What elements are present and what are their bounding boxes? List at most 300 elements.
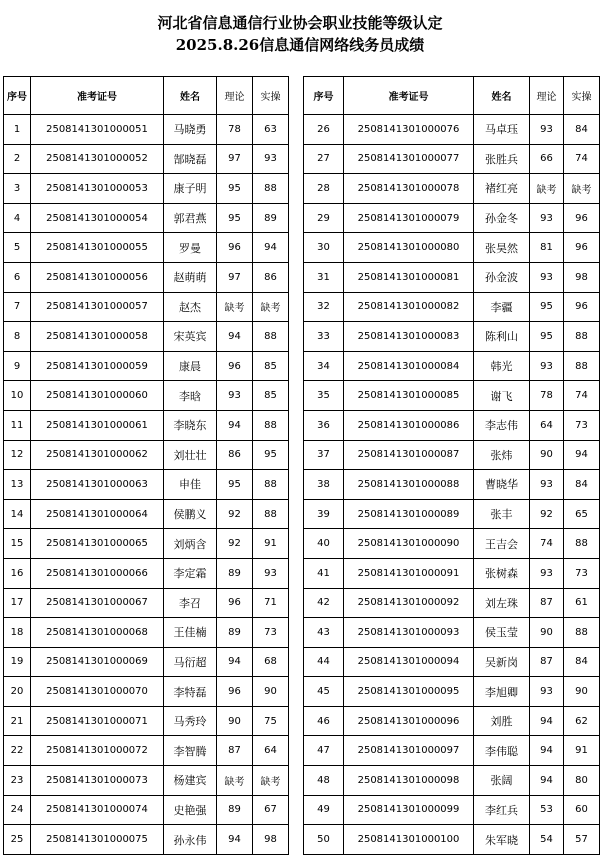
document-title: 河北省信息通信行业协会职业技能等级认定: [157, 14, 443, 32]
cell-index: 20: [4, 677, 31, 707]
table-row: [304, 795, 600, 825]
cell-theory: 94: [217, 410, 253, 440]
cell-theory: 94: [530, 766, 564, 796]
cell-theory: 92: [530, 499, 564, 529]
table-row: [304, 174, 600, 204]
cell-exam-id: 2508141301000067: [31, 588, 164, 618]
cell-index: 7: [4, 292, 31, 322]
cell-practical: 65: [564, 499, 600, 529]
cell-index: 35: [304, 381, 344, 411]
cell-practical: 88: [564, 529, 600, 559]
cell-practical: 缺考: [564, 174, 600, 204]
cell-exam-id: 2508141301000084: [344, 351, 474, 381]
cell-theory: 缺考: [530, 174, 564, 204]
cell-name: 张树森: [474, 558, 530, 588]
cell-name: 孙永伟: [164, 825, 217, 855]
cell-theory: 93: [530, 558, 564, 588]
cell-theory: 97: [217, 262, 253, 292]
cell-exam-id: 2508141301000092: [344, 588, 474, 618]
table-row: [4, 618, 289, 648]
cell-name: 李晓东: [164, 410, 217, 440]
cell-index: 41: [304, 558, 344, 588]
cell-exam-id: 2508141301000059: [31, 351, 164, 381]
cell-theory: 89: [217, 558, 253, 588]
cell-theory: 78: [530, 381, 564, 411]
cell-exam-id: 2508141301000058: [31, 322, 164, 352]
cell-index: 26: [304, 115, 344, 145]
table-row: [4, 233, 289, 263]
cell-name: 李智腾: [164, 736, 217, 766]
cell-exam-id: 2508141301000061: [31, 410, 164, 440]
cell-index: 9: [4, 351, 31, 381]
cell-index: 4: [4, 203, 31, 233]
cell-practical: 74: [564, 381, 600, 411]
cell-theory: 缺考: [217, 766, 253, 796]
table-row: [4, 706, 289, 736]
cell-practical: 89: [253, 203, 289, 233]
cell-index: 28: [304, 174, 344, 204]
cell-index: 14: [4, 499, 31, 529]
cell-name: 李旭卿: [474, 677, 530, 707]
cell-index: 21: [4, 706, 31, 736]
cell-theory: 87: [530, 647, 564, 677]
cell-index: 18: [4, 618, 31, 648]
cell-practical: 62: [564, 706, 600, 736]
cell-name: 李定霜: [164, 558, 217, 588]
header-index: 序号: [4, 77, 31, 115]
cell-theory: 74: [530, 529, 564, 559]
cell-practical: 88: [564, 618, 600, 648]
table-row: [304, 410, 600, 440]
cell-index: 40: [304, 529, 344, 559]
cell-theory: 94: [530, 736, 564, 766]
cell-exam-id: 2508141301000093: [344, 618, 474, 648]
document-subtitle: 2025.8.26信息通信网络线务员成绩: [175, 36, 425, 54]
table-row: [4, 470, 289, 500]
cell-theory: 95: [217, 470, 253, 500]
cell-exam-id: 2508141301000063: [31, 470, 164, 500]
cell-practical: 71: [253, 588, 289, 618]
cell-practical: 88: [253, 322, 289, 352]
cell-theory: 78: [217, 115, 253, 145]
cell-index: 44: [304, 647, 344, 677]
cell-index: 31: [304, 262, 344, 292]
cell-index: 23: [4, 766, 31, 796]
cell-theory: 54: [530, 825, 564, 855]
table-header-row: [304, 77, 600, 115]
table-row: [4, 440, 289, 470]
cell-exam-id: 2508141301000054: [31, 203, 164, 233]
cell-exam-id: 2508141301000075: [31, 825, 164, 855]
cell-name: 杨建宾: [164, 766, 217, 796]
cell-exam-id: 2508141301000085: [344, 381, 474, 411]
cell-name: 刘左珠: [474, 588, 530, 618]
table-row: [4, 677, 289, 707]
cell-theory: 93: [530, 351, 564, 381]
cell-theory: 93: [530, 470, 564, 500]
cell-name: 李红兵: [474, 795, 530, 825]
table-row: [304, 322, 600, 352]
cell-name: 张阔: [474, 766, 530, 796]
table-row: [304, 825, 600, 855]
cell-index: 29: [304, 203, 344, 233]
cell-theory: 93: [530, 262, 564, 292]
cell-index: 27: [304, 144, 344, 174]
cell-exam-id: 2508141301000051: [31, 115, 164, 145]
cell-index: 1: [4, 115, 31, 145]
cell-index: 19: [4, 647, 31, 677]
cell-name: 宋英宾: [164, 322, 217, 352]
table-row: [4, 499, 289, 529]
cell-exam-id: 2508141301000095: [344, 677, 474, 707]
cell-theory: 89: [217, 618, 253, 648]
cell-theory: 66: [530, 144, 564, 174]
cell-exam-id: 2508141301000097: [344, 736, 474, 766]
cell-theory: 93: [530, 203, 564, 233]
cell-practical: 88: [253, 470, 289, 500]
cell-practical: 88: [253, 499, 289, 529]
cell-exam-id: 2508141301000073: [31, 766, 164, 796]
cell-practical: 88: [564, 351, 600, 381]
cell-exam-id: 2508141301000079: [344, 203, 474, 233]
cell-practical: 67: [253, 795, 289, 825]
cell-name: 朱军晓: [474, 825, 530, 855]
table-row: [304, 351, 600, 381]
cell-name: 李晗: [164, 381, 217, 411]
table-row: [4, 351, 289, 381]
header-name: 姓名: [474, 77, 530, 115]
table-row: [4, 736, 289, 766]
table-row: [4, 322, 289, 352]
table-row: [4, 115, 289, 145]
cell-name: 韩光: [474, 351, 530, 381]
cell-practical: 74: [564, 144, 600, 174]
cell-name: 王吉会: [474, 529, 530, 559]
cell-practical: 96: [564, 203, 600, 233]
cell-exam-id: 2508141301000065: [31, 529, 164, 559]
cell-name: 张炜: [474, 440, 530, 470]
cell-index: 13: [4, 470, 31, 500]
cell-index: 15: [4, 529, 31, 559]
table-row: [304, 706, 600, 736]
cell-name: 史艳强: [164, 795, 217, 825]
table-row: [4, 292, 289, 322]
cell-theory: 94: [530, 706, 564, 736]
cell-index: 48: [304, 766, 344, 796]
cell-practical: 缺考: [253, 292, 289, 322]
cell-practical: 91: [253, 529, 289, 559]
cell-theory: 94: [217, 322, 253, 352]
cell-practical: 84: [564, 647, 600, 677]
cell-theory: 64: [530, 410, 564, 440]
cell-exam-id: 2508141301000060: [31, 381, 164, 411]
cell-index: 46: [304, 706, 344, 736]
cell-name: 孙金冬: [474, 203, 530, 233]
table-row: [304, 677, 600, 707]
header-practical: 实操: [564, 77, 600, 115]
cell-theory: 94: [217, 647, 253, 677]
table-row: [4, 144, 289, 174]
cell-practical: 93: [253, 558, 289, 588]
cell-exam-id: 2508141301000076: [344, 115, 474, 145]
cell-index: 37: [304, 440, 344, 470]
cell-exam-id: 2508141301000081: [344, 262, 474, 292]
table-row: [4, 203, 289, 233]
cell-name: 马卓珏: [474, 115, 530, 145]
cell-name: 刘炳含: [164, 529, 217, 559]
cell-practical: 84: [564, 115, 600, 145]
cell-index: 12: [4, 440, 31, 470]
cell-theory: 95: [530, 322, 564, 352]
cell-practical: 93: [253, 144, 289, 174]
cell-practical: 73: [253, 618, 289, 648]
cell-theory: 89: [217, 795, 253, 825]
cell-exam-id: 2508141301000074: [31, 795, 164, 825]
cell-practical: 96: [564, 292, 600, 322]
cell-theory: 93: [530, 115, 564, 145]
cell-theory: 92: [217, 499, 253, 529]
table-row: [304, 203, 600, 233]
cell-practical: 73: [564, 558, 600, 588]
cell-index: 42: [304, 588, 344, 618]
cell-name: 赵杰: [164, 292, 217, 322]
table-row: [4, 795, 289, 825]
table-header-row: [4, 77, 289, 115]
table-row: [4, 410, 289, 440]
cell-practical: 61: [564, 588, 600, 618]
table-row: [304, 292, 600, 322]
cell-practical: 88: [253, 174, 289, 204]
cell-exam-id: 2508141301000083: [344, 322, 474, 352]
cell-exam-id: 2508141301000094: [344, 647, 474, 677]
cell-exam-id: 2508141301000077: [344, 144, 474, 174]
cell-name: 褚红亮: [474, 174, 530, 204]
cell-index: 43: [304, 618, 344, 648]
cell-theory: 53: [530, 795, 564, 825]
header-exam-id: 准考证号: [31, 77, 164, 115]
header-theory: 理论: [217, 77, 253, 115]
cell-index: 33: [304, 322, 344, 352]
cell-name: 李志伟: [474, 410, 530, 440]
cell-exam-id: 2508141301000090: [344, 529, 474, 559]
cell-theory: 95: [530, 292, 564, 322]
cell-practical: 90: [253, 677, 289, 707]
cell-exam-id: 2508141301000088: [344, 470, 474, 500]
cell-index: 10: [4, 381, 31, 411]
cell-exam-id: 2508141301000096: [344, 706, 474, 736]
cell-name: 马晓勇: [164, 115, 217, 145]
cell-practical: 90: [564, 677, 600, 707]
scores-table-right: [303, 76, 600, 855]
cell-name: 李特磊: [164, 677, 217, 707]
header-name: 姓名: [164, 77, 217, 115]
header-theory: 理论: [530, 77, 564, 115]
cell-index: 17: [4, 588, 31, 618]
cell-theory: 97: [217, 144, 253, 174]
cell-index: 2: [4, 144, 31, 174]
cell-exam-id: 2508141301000052: [31, 144, 164, 174]
cell-exam-id: 2508141301000069: [31, 647, 164, 677]
cell-practical: 98: [564, 262, 600, 292]
cell-index: 22: [4, 736, 31, 766]
cell-theory: 90: [217, 706, 253, 736]
cell-exam-id: 2508141301000082: [344, 292, 474, 322]
cell-theory: 87: [217, 736, 253, 766]
cell-practical: 73: [564, 410, 600, 440]
cell-exam-id: 2508141301000057: [31, 292, 164, 322]
table-row: [304, 736, 600, 766]
cell-practical: 63: [253, 115, 289, 145]
table-row: [4, 174, 289, 204]
cell-name: 张昊然: [474, 233, 530, 263]
cell-exam-id: 2508141301000087: [344, 440, 474, 470]
cell-practical: 68: [253, 647, 289, 677]
cell-exam-id: 2508141301000086: [344, 410, 474, 440]
cell-index: 5: [4, 233, 31, 263]
cell-index: 30: [304, 233, 344, 263]
cell-theory: 87: [530, 588, 564, 618]
table-row: [4, 588, 289, 618]
cell-theory: 96: [217, 233, 253, 263]
cell-exam-id: 2508141301000080: [344, 233, 474, 263]
cell-index: 39: [304, 499, 344, 529]
cell-practical: 75: [253, 706, 289, 736]
cell-index: 3: [4, 174, 31, 204]
cell-practical: 95: [253, 440, 289, 470]
cell-theory: 96: [217, 588, 253, 618]
cell-name: 申佳: [164, 470, 217, 500]
cell-name: 曹晓华: [474, 470, 530, 500]
cell-theory: 94: [217, 825, 253, 855]
cell-exam-id: 2508141301000070: [31, 677, 164, 707]
cell-exam-id: 2508141301000068: [31, 618, 164, 648]
cell-index: 50: [304, 825, 344, 855]
cell-name: 李召: [164, 588, 217, 618]
header-exam-id: 准考证号: [344, 77, 474, 115]
cell-theory: 95: [217, 203, 253, 233]
cell-index: 45: [304, 677, 344, 707]
cell-theory: 96: [217, 677, 253, 707]
cell-theory: 92: [217, 529, 253, 559]
cell-name: 康晨: [164, 351, 217, 381]
cell-exam-id: 2508141301000078: [344, 174, 474, 204]
cell-name: 侯玉莹: [474, 618, 530, 648]
table-row: [4, 766, 289, 796]
cell-index: 11: [4, 410, 31, 440]
cell-exam-id: 2508141301000089: [344, 499, 474, 529]
cell-practical: 缺考: [253, 766, 289, 796]
cell-practical: 91: [564, 736, 600, 766]
cell-index: 49: [304, 795, 344, 825]
cell-practical: 84: [564, 470, 600, 500]
cell-exam-id: 2508141301000056: [31, 262, 164, 292]
header-index: 序号: [304, 77, 344, 115]
cell-practical: 94: [253, 233, 289, 263]
table-row: [304, 381, 600, 411]
header-practical: 实操: [253, 77, 289, 115]
cell-exam-id: 2508141301000053: [31, 174, 164, 204]
cell-practical: 98: [253, 825, 289, 855]
cell-index: 8: [4, 322, 31, 352]
cell-name: 罗曼: [164, 233, 217, 263]
cell-practical: 96: [564, 233, 600, 263]
cell-exam-id: 2508141301000055: [31, 233, 164, 263]
cell-name: 陈利山: [474, 322, 530, 352]
cell-exam-id: 2508141301000066: [31, 558, 164, 588]
cell-theory: 93: [530, 677, 564, 707]
cell-name: 马衍超: [164, 647, 217, 677]
cell-name: 刘壮壮: [164, 440, 217, 470]
table-row: [304, 144, 600, 174]
table-row: [304, 470, 600, 500]
cell-practical: 88: [564, 322, 600, 352]
cell-theory: 90: [530, 440, 564, 470]
cell-theory: 95: [217, 174, 253, 204]
cell-exam-id: 2508141301000091: [344, 558, 474, 588]
cell-theory: 96: [217, 351, 253, 381]
cell-practical: 94: [564, 440, 600, 470]
cell-name: 侯鹏义: [164, 499, 217, 529]
table-row: [4, 529, 289, 559]
table-row: [304, 647, 600, 677]
cell-index: 6: [4, 262, 31, 292]
cell-name: 马秀玲: [164, 706, 217, 736]
cell-index: 24: [4, 795, 31, 825]
cell-exam-id: 2508141301000064: [31, 499, 164, 529]
table-row: [304, 115, 600, 145]
cell-name: 李疆: [474, 292, 530, 322]
cell-name: 孙金波: [474, 262, 530, 292]
cell-name: 张丰: [474, 499, 530, 529]
cell-index: 16: [4, 558, 31, 588]
cell-name: 谢飞: [474, 381, 530, 411]
cell-theory: 93: [217, 381, 253, 411]
cell-exam-id: 2508141301000100: [344, 825, 474, 855]
cell-exam-id: 2508141301000062: [31, 440, 164, 470]
cell-name: 郭君燕: [164, 203, 217, 233]
cell-name: 吴新岗: [474, 647, 530, 677]
cell-practical: 86: [253, 262, 289, 292]
table-row: [4, 381, 289, 411]
cell-practical: 85: [253, 381, 289, 411]
cell-practical: 64: [253, 736, 289, 766]
cell-exam-id: 2508141301000072: [31, 736, 164, 766]
table-row: [4, 262, 289, 292]
table-row: [4, 558, 289, 588]
table-row: [304, 618, 600, 648]
table-row: [304, 766, 600, 796]
table-row: [304, 262, 600, 292]
cell-name: 刘胜: [474, 706, 530, 736]
table-row: [304, 440, 600, 470]
table-row: [304, 499, 600, 529]
cell-theory: 81: [530, 233, 564, 263]
cell-theory: 90: [530, 618, 564, 648]
table-row: [304, 588, 600, 618]
cell-theory: 缺考: [217, 292, 253, 322]
cell-index: 25: [4, 825, 31, 855]
table-row: [304, 233, 600, 263]
cell-practical: 60: [564, 795, 600, 825]
scores-table-left: [3, 76, 289, 855]
cell-index: 36: [304, 410, 344, 440]
cell-index: 38: [304, 470, 344, 500]
cell-name: 赵萌萌: [164, 262, 217, 292]
cell-practical: 57: [564, 825, 600, 855]
cell-practical: 88: [253, 410, 289, 440]
cell-practical: 80: [564, 766, 600, 796]
cell-index: 47: [304, 736, 344, 766]
